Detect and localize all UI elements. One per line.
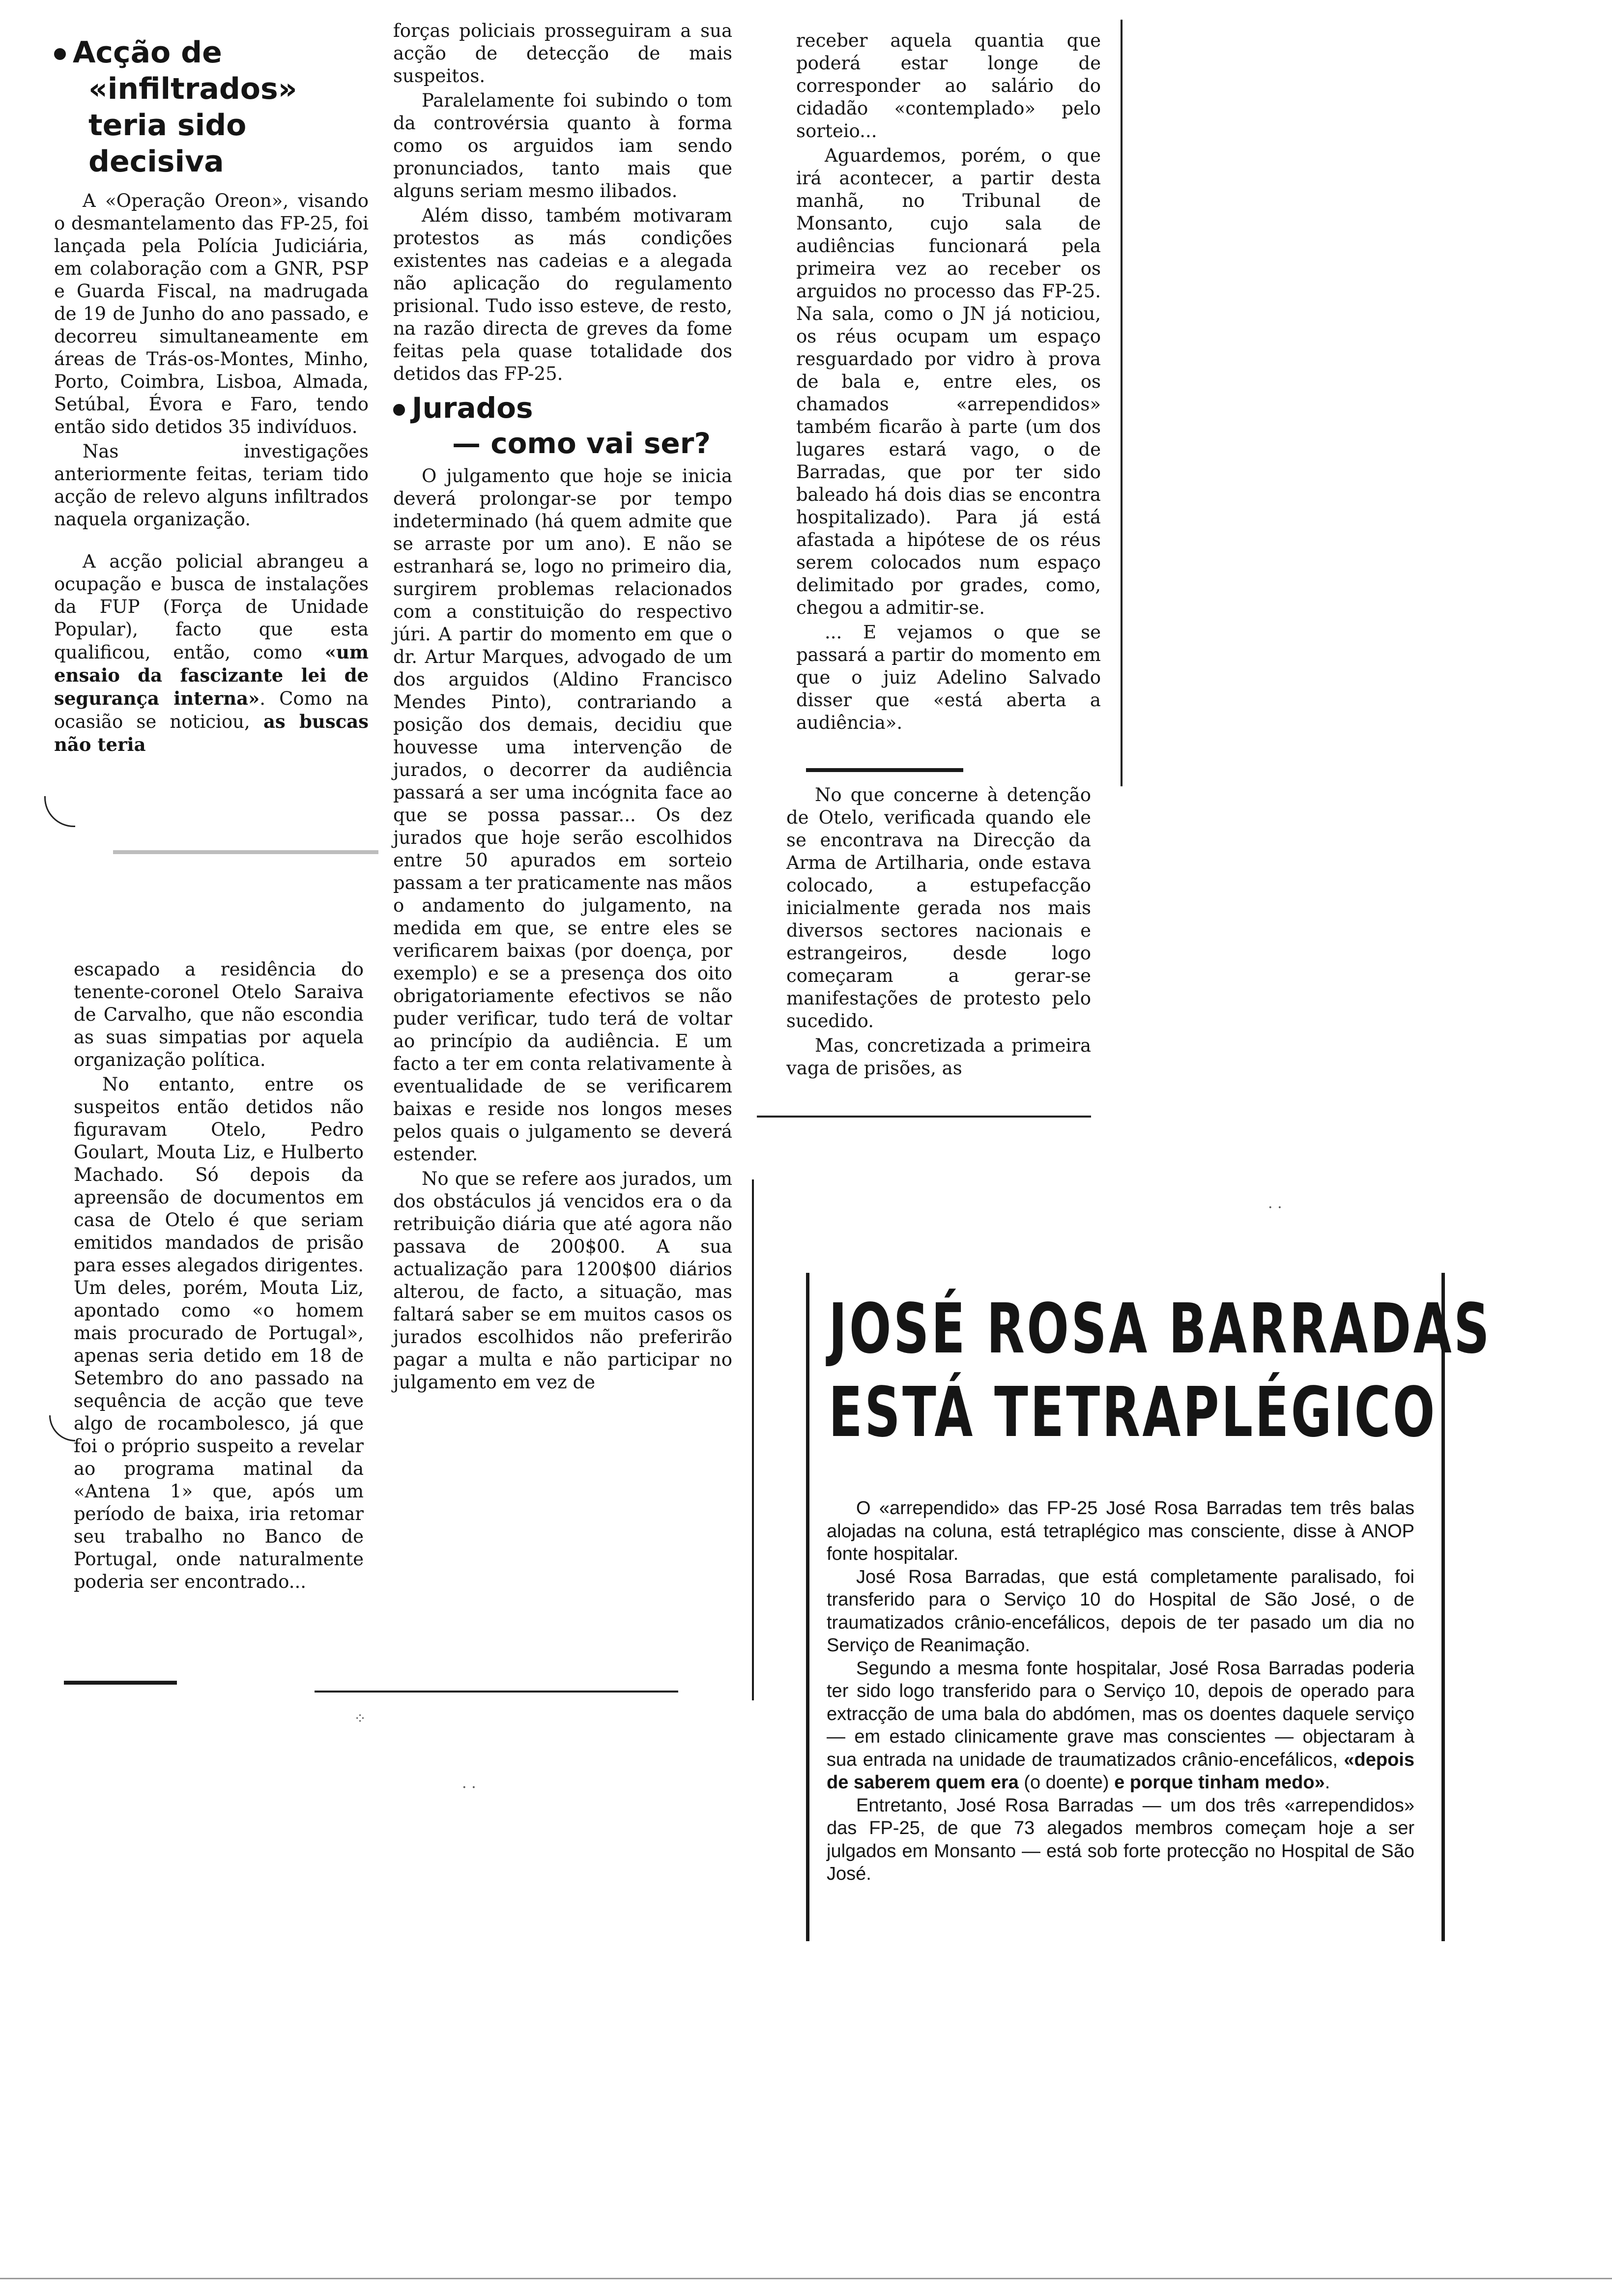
article-column-3-continued bbox=[786, 784, 1091, 1080]
scan-speck: · · bbox=[1268, 1199, 1282, 1216]
paragraph: Nas investigações anteriormente feitas, teriam tido acção de relevo alguns infiltrados naquela organização. bbox=[54, 441, 369, 530]
column-divider bbox=[1121, 20, 1123, 786]
article-column-1-continued bbox=[74, 958, 364, 1593]
paragraph: Mas, concretizada a primeira vaga de prisões, as bbox=[786, 1035, 1091, 1079]
pen-mark bbox=[49, 1415, 75, 1441]
heading-line: teria sido bbox=[88, 108, 247, 143]
section-rule bbox=[806, 768, 963, 772]
paragraph: O julgamento que hoje se inicia deverá prolongar-se por tempo indeterminado (há quem admite que se arraste por um ano). E não se estranhará se, logo no primeiro dia, surgirem problemas relacionados com a constituição do respectivo júri. A partir do momento em que o dr. Artur Marques, advogado de um dos arguidos (Aldino Francisco Mendes Pinto), contrariando a posição dos demais, decidiu que houvesse uma intervenção de jurados, o decorrer da audiência passará a ser uma incógnita face ao que se possa passar... Os dez jurados que hoje serão escolhidos entre 50 apurados em sorteio passam a ter praticamente nas mãos o andamento do julgamento, na medida em que, se entre eles se verificarem baixas (por doença, por exemplo) e se a presença dos oito obrigatoriamente efectivos se não puder verificar, tudo terá de voltar ao princípio da audiência. E um facto a ter em conta relativamente à eventualidade de se verificarem baixas e reside nos longos meses pelos quais o julgamento se deverá estender. bbox=[393, 465, 732, 1165]
paragraph: A «Operação Oreon», visando o desmantelamento das FP-25, foi lançada pela Polícia Judiciária, em colaboração com a GNR, PSP e Guarda Fiscal, na madrugada de 19 de Junho do ano passado, e decorreu simultaneamente em áreas de Trás-os-Montes, Minho, Porto, Coimbra, Lisboa, Almada, Setúbal, Évora e Faro, tendo então sido detidos 35 indivíduos. bbox=[54, 190, 369, 437]
scan-speck: ⁘ bbox=[354, 1710, 367, 1727]
paragraph: receber aquela quantia que poderá estar longe de corresponder ao salário do cidadão «contemplado» pelo sorteio... bbox=[796, 30, 1101, 142]
paragraph: ... E vejamos o que se passará a partir do momento em que o juiz Adelino Salvado disser que «está aberta a audiência». bbox=[796, 622, 1101, 733]
paragraph: A acção policial abrangeu a ocupação e busca de instalações da FUP (Força de Unidade Popular), facto que esta qualificou, então, como «um ensaio da fascizante lei de segurança interna». Como na ocasião se noticiou, as buscas não teria bbox=[54, 551, 369, 755]
pen-mark bbox=[44, 796, 75, 827]
column-end-rule bbox=[315, 1691, 678, 1693]
article-column-2 bbox=[393, 20, 732, 1394]
headline-line: ESTÁ TETRAPLÉGICO bbox=[829, 1373, 1437, 1453]
paragraph: O «arrependido» das FP-25 José Rosa Barradas tem três balas alojadas na coluna, está tetraplégico mas consciente, disse à ANOP fonte hospitalar. bbox=[827, 1498, 1414, 1564]
headline-line: JOSÉ ROSA BARRADAS bbox=[829, 1289, 1492, 1369]
torn-edge-divider bbox=[113, 850, 378, 854]
paragraph: Além disso, também motivaram protestos as más condições existentes nas cadeias e a alegada não aplicação do regulamento prisional. Tudo isso esteve, de resto, na razão directa de greves da fome feitas pela quase totalidade dos detidos das FP-25. bbox=[393, 205, 732, 384]
column-end-rule bbox=[64, 1681, 177, 1685]
section-heading-jurados bbox=[393, 390, 732, 461]
paragraph: Segundo a mesma fonte hospitalar, José Rosa Barradas poderia ter sido logo transferido para o Serviço 10, depois de operado para extracção de uma bala do abdómen, mas os doentes daquele serviço — em estado clinicamente grave mas conscientes — objectaram à sua entrada na unidade de traumatizados crânio-encefálicos, «depois de saberem quem era (o doente) e porque tinham medo». bbox=[827, 1658, 1414, 1793]
scan-edge-line bbox=[0, 2278, 1612, 2279]
boxed-article-headline bbox=[829, 1288, 1492, 1455]
paragraph: Entretanto, José Rosa Barradas — um dos três «arrependidos» das FP-25, de que 73 alegados membros começam hoje a ser julgados em Monsanto — está sob forte protecção no Hospital de São José. bbox=[827, 1795, 1414, 1884]
section-heading-infiltrados bbox=[54, 34, 369, 180]
paragraph: Aguardemos, porém, o que irá acontecer, a partir desta manhã, no Tribunal de Monsanto, cujo sala de audiências funcionará pela primeira vez ao receber os arguidos no processo das FP-25. Na sala, como o JN já noticiou, os réus ocupam um espaço resguardado por vidro à prova de bala e, entre eles, os chamados «arrependidos» também ficarão à parte (um dos lugares estará vago, o de Barradas, que por ter sido baleado há dois dias se encontra hospitalizado). Para já está afastada a hipótese de os réus serem colocados num espaço delimitado por grades, como, chegou a admitir-se. bbox=[796, 145, 1101, 618]
subheading-subtitle: — como vai ser? bbox=[452, 427, 711, 460]
paragraph: No que concerne à detenção de Otelo, verificada quando ele se encontrava na Direcção da Arma de Artilharia, onde estava colocado, a estupefacção inicialmente gerada nos mais diversos sectores nacionais e estrangeiros, desde logo começaram a gerar-se manifestações de protesto pelo sucedido. bbox=[786, 784, 1091, 1032]
column-divider bbox=[752, 1179, 754, 1700]
paragraph: escapado a residência do tenente-coronel Otelo Saraiva de Carvalho, que não escondia as suas simpatias por aquela organização política. bbox=[74, 959, 364, 1070]
bullet-icon bbox=[54, 48, 66, 60]
paragraph: forças policiais prosseguiram a sua acção de detecção de mais suspeitos. bbox=[393, 20, 732, 86]
article-column-3 bbox=[796, 29, 1101, 734]
paragraph: José Rosa Barradas, que está completamente paralisado, foi transferido para o Serviço 10 do Hospital de São José, o de traumatizados crânio-encefálicos, depois de ter pasado um dia no Serviço de Reanimação. bbox=[827, 1566, 1414, 1656]
paragraph: Paralelamente foi subindo o tom da controvérsia quanto à forma como os arguidos iam sendo pronunciados, tanto mais que alguns seriam mesmo ilibados. bbox=[393, 90, 732, 201]
boxed-article-body bbox=[827, 1497, 1414, 1886]
heading-line: Acção de bbox=[73, 35, 222, 70]
heading-line: decisiva bbox=[88, 144, 224, 179]
article-column-1 bbox=[54, 34, 369, 756]
heading-line: «infiltrados» bbox=[88, 72, 297, 106]
paragraph: No que se refere aos jurados, um dos obstáculos já vencidos era o da retribuição diária que até agora não passava de 200$00. A sua actualização para 1200$00 diários alterou, de facto, a situação, mas faltará saber se em muitos casos os jurados escolhidos não preferirão pagar a multa e não participar no julgamento em vez de bbox=[393, 1168, 732, 1393]
scan-speck: · · bbox=[462, 1779, 476, 1796]
bullet-icon bbox=[393, 404, 405, 416]
column-end-rule bbox=[757, 1116, 1091, 1118]
subheading-title: Jurados bbox=[412, 391, 533, 425]
paragraph: No entanto, entre os suspeitos então detidos não figuravam Otelo, Pedro Goulart, Mouta Liz, e Hulberto Machado. Só depois da apreensão de documentos em casa de Otelo é que seriam emitidos mandados de prisão para esses alegados dirigentes. Um deles, porém, Mouta Liz, apontado como «o homem mais procurado de Portugal», apenas seria detido em 18 de Setembro do ano passado na sequência de acção que teve algo de rocambolesco, já que foi o próprio suspeito a revelar ao programa matinal da «Antena 1» que, após um período de baixa, iria retomar seu trabalho no Banco de Portugal, onde naturalmente poderia ser encontrado... bbox=[74, 1074, 364, 1592]
